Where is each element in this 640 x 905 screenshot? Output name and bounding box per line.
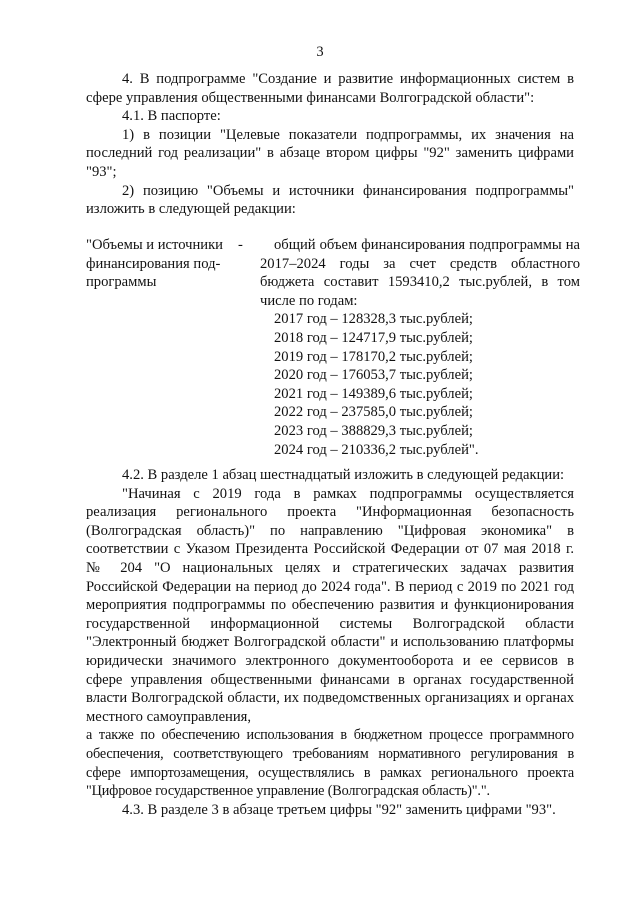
paragraph-4-1-1: 1) в позиции "Целевые показатели подпрограммы, их значения на последний год реализации" в абзаце втором цифры "92" заменить цифрами "93"; — [86, 126, 574, 180]
passport-value — [260, 236, 580, 459]
year-item-2021: 2021 год – 149389,6 тыс.рублей; — [274, 385, 473, 402]
paragraph-4: 4. В подпрограмме "Создание и развитие информационных систем в сфере управления общественными финансами Волгоградской области": — [86, 71, 574, 106]
year-list — [260, 310, 580, 459]
paragraph-4-1: 4.1. В паспорте: — [122, 108, 221, 125]
year-item-2020: 2020 год – 176053,7 тыс.рублей; — [274, 367, 473, 384]
section-4-2-quote-part1: "Начиная с 2019 года в рамках подпрограммы осуществляется реализация регионального проекта "Информационная безопасность (Волгоградская область)" по направлению "Цифровая экономика" в соответствии с Указом Президента Российской Федерации от 07 мая 2018 г. № 204 "О национальных целях и стратегических задачах развития Российской Федерации на период до 2024 года". В период с 2019 по 2021 год мероприятия подпрограммы по обеспечению развития и функционирования государственной информационной системы Волгоградской области "Электронный бюджет Волгоградской области" и использованию платформы юридически значимого электронного документооборота и ее сервисов в сфере управления общественными финансами в органах государственной власти Волгоградской области, их подведомственных организациях и органах местного самоуправления, — [86, 485, 574, 725]
paragraph-4-1-2: 2) позицию "Объемы и источники финансирования подпрограммы" изложить в следующей редакции: — [86, 182, 574, 218]
page-number: 3 — [316, 44, 324, 60]
passport-dash: - — [238, 237, 243, 253]
year-item-2023: 2023 год – 388829,3 тыс.рублей; — [274, 422, 473, 439]
section-4-2-heading: 4.2. В разделе 1 абзац шестнадцатый изложить в следующей редакции: — [122, 467, 565, 483]
year-item-2018: 2018 год – 124717,9 тыс.рублей; — [274, 329, 473, 346]
year-item-2019: 2019 год – 178170,2 тыс.рублей; — [274, 348, 473, 365]
section-4-3: 4.3. В разделе 3 в абзаце третьем цифры "92" заменить цифрами "93". — [122, 801, 556, 818]
passport-summary: общий объем финансирования подпрограммы на 2017–2024 годы за счет средств областного бюджета составит 1593410,2 тыс.рублей, в том числе по годам: — [260, 237, 580, 309]
passport-label: "Объемы и источники финансирования под-программы — [86, 237, 223, 291]
year-item-2024: 2024 год – 210336,2 тыс.рублей". — [274, 441, 479, 458]
year-item-2017: 2017 год – 128328,3 тыс.рублей; — [274, 311, 473, 328]
section-4-2 — [86, 466, 574, 819]
year-item-2022: 2022 год – 237585,0 тыс.рублей; — [274, 404, 473, 421]
section-4-2-quote-part2: а также по обеспечению использования в бюджетном процессе программного обеспечения, соответствующего требованиям нормативного регулирования в сфере импортозамещения, осуществлялись в рамках регионального проекта "Цифровое государственное управление (Волгоградская область)".". — [86, 727, 574, 800]
intro-block — [86, 70, 574, 219]
